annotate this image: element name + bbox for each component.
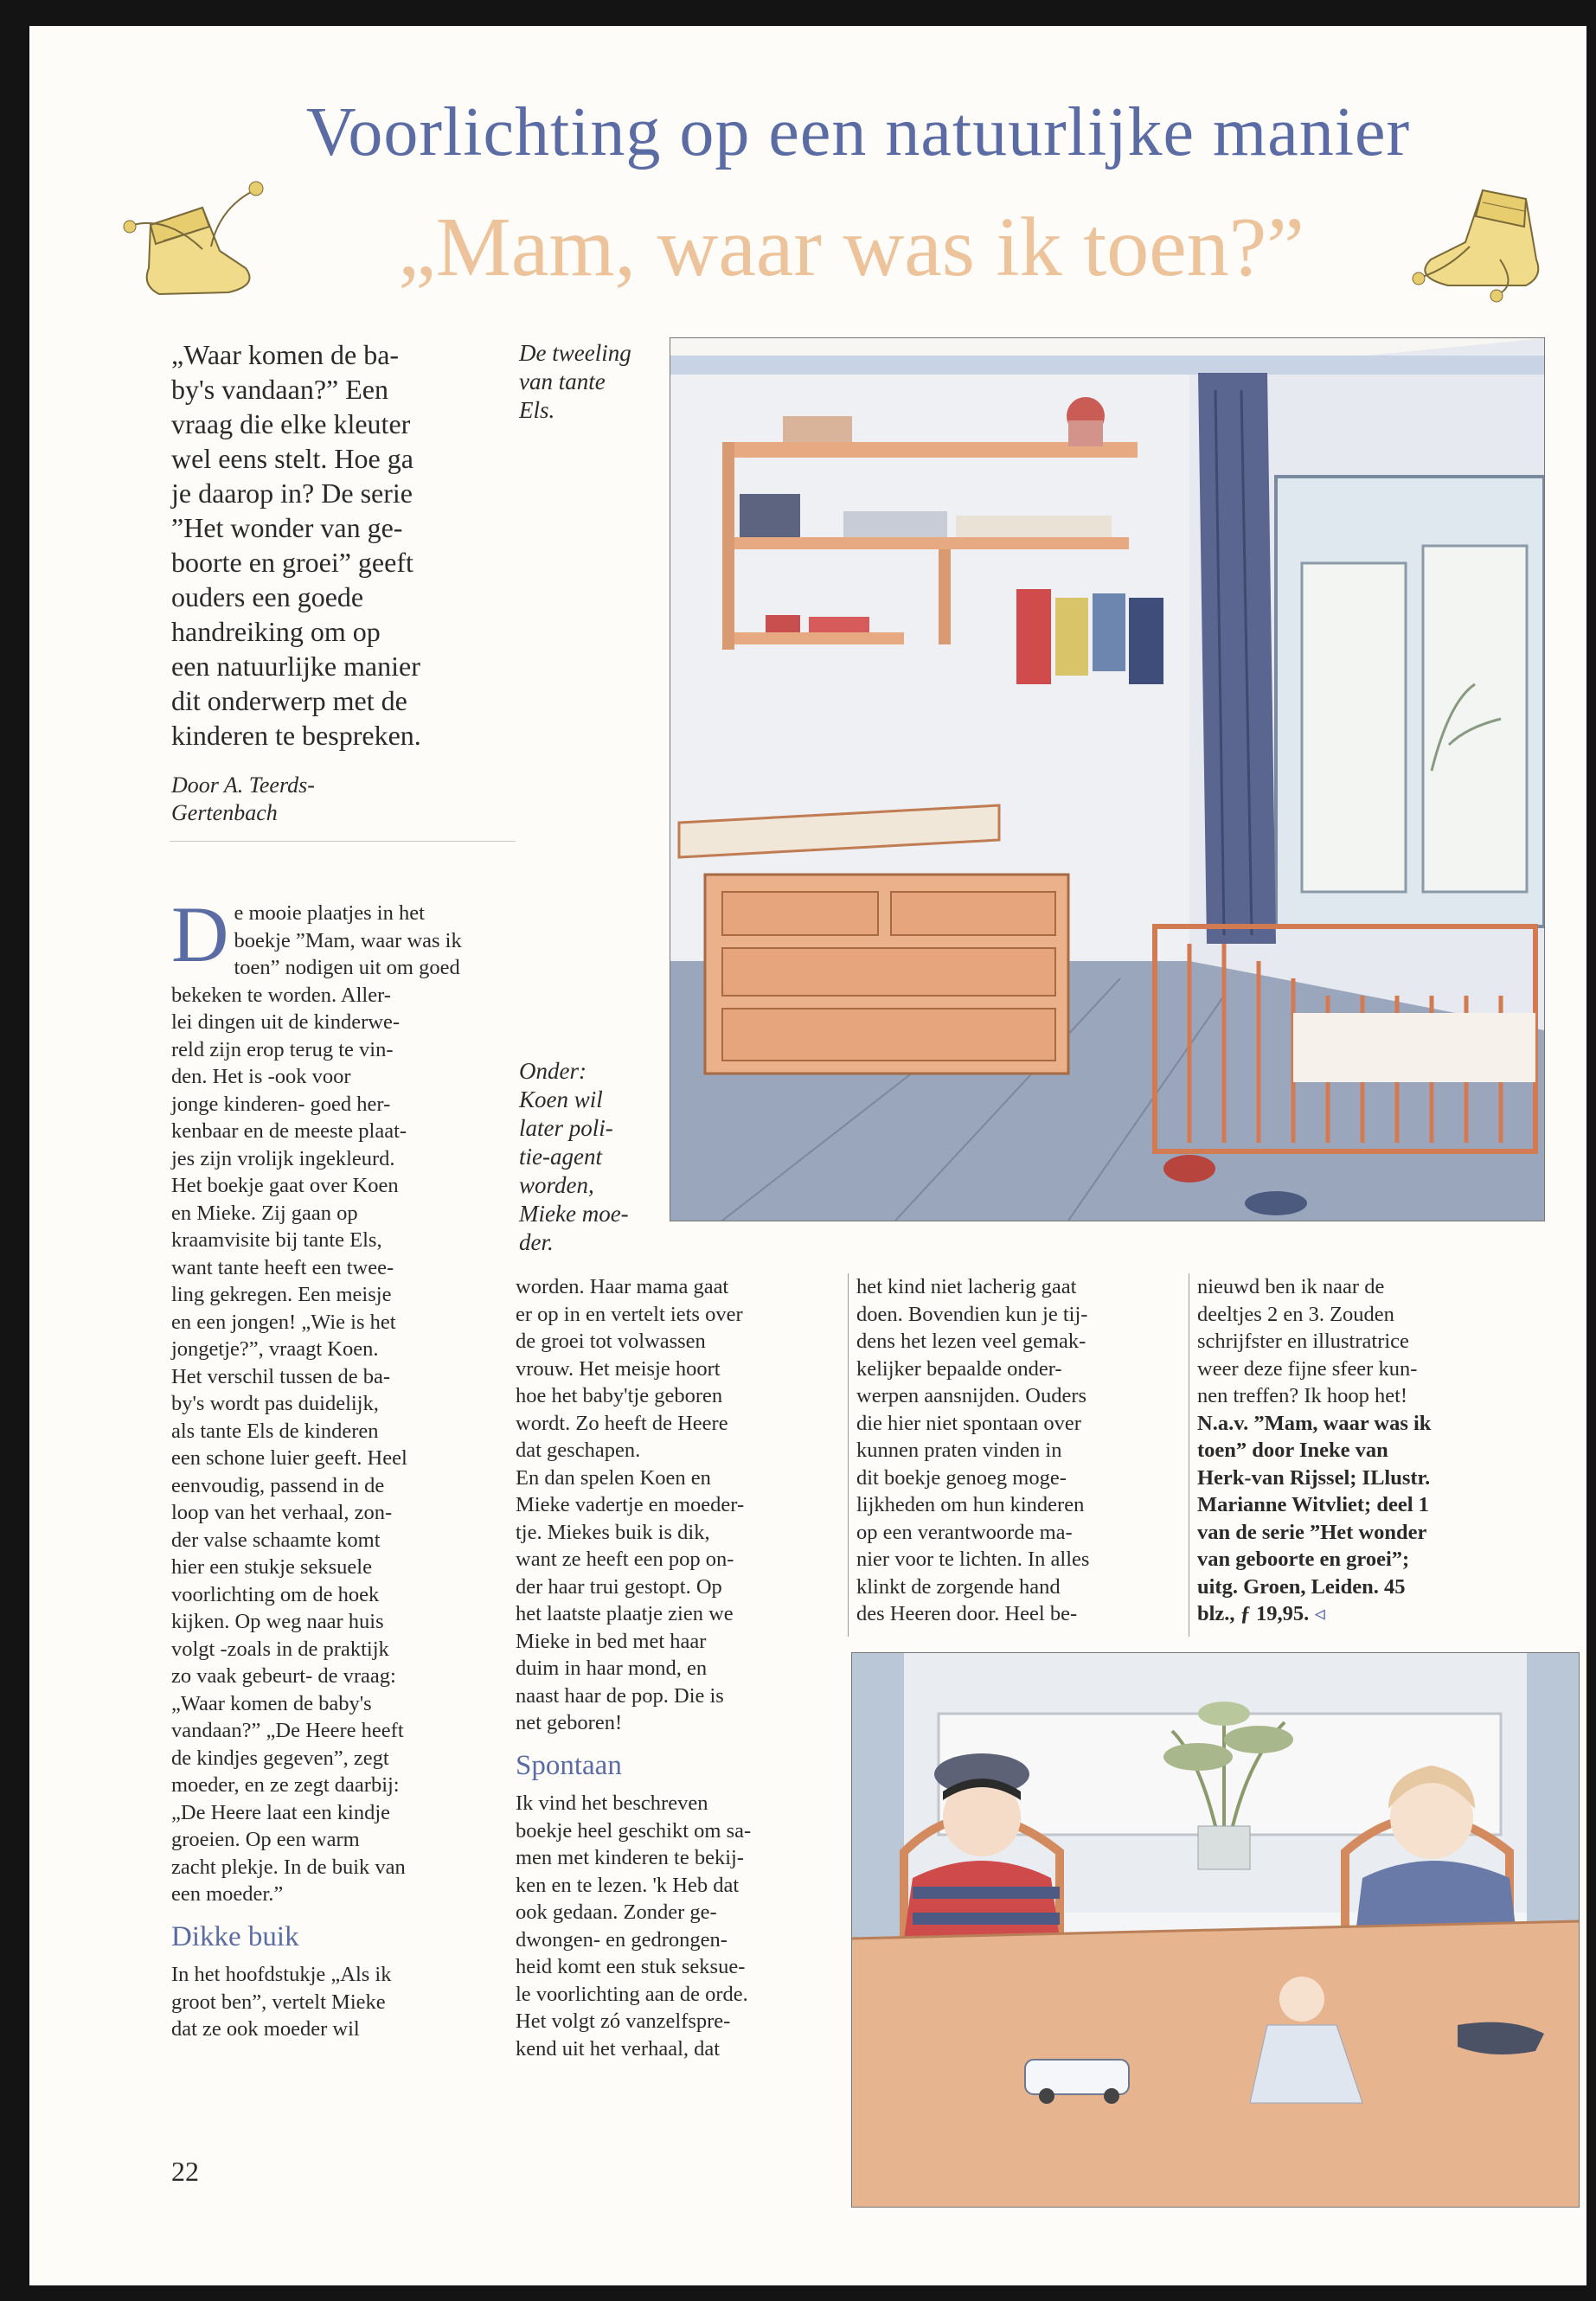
text-line: Marianne Witvliet; deel 1 <box>1197 1493 1429 1516</box>
text-line: want tante heeft een twee- <box>171 1255 394 1279</box>
text-line: schrijfster en illustratrice <box>1197 1330 1409 1353</box>
magazine-page <box>29 26 1586 2285</box>
text-line: lei dingen uit de kinderwe- <box>171 1010 400 1034</box>
text-line: dat ze ook moeder wil <box>171 2017 360 2041</box>
text-line: Het boekje gaat over Koen <box>171 1174 399 1197</box>
intro-line: handreiking om op <box>171 616 381 647</box>
text-line: In het hoofdstukje „Als ik <box>171 1963 392 1986</box>
text-line: deeltjes 2 en 3. Zouden <box>1197 1302 1394 1326</box>
subheading-spontaan: Spontaan <box>516 1749 622 1781</box>
divider <box>170 841 516 842</box>
text-line: nieuwd ben ik naar de <box>1197 1275 1385 1298</box>
caption-top <box>519 339 657 425</box>
text-line: toen” door Ineke van <box>1197 1439 1388 1462</box>
kitchen-table-illustration <box>851 1652 1580 2208</box>
text-line: kelijker bepaalde onder- <box>856 1356 1062 1381</box>
intro-line: dit onderwerp met de <box>171 685 407 716</box>
text-line: tje. Miekes buik is dik, <box>516 1520 710 1544</box>
subheading-dikke-buik: Dikke buik <box>171 1920 299 1952</box>
text-line: groot ben”, vertelt Mieke <box>171 1990 386 2014</box>
text-line: die hier niet spontaan over <box>856 1411 1081 1435</box>
text-line: van geboorte en groei”; <box>1197 1548 1410 1571</box>
text-line: vandaan?” „De Heere heeft <box>171 1719 404 1742</box>
intro-line: je daarop in? De serie <box>171 478 413 509</box>
text-line: Het volgt zó vanzelfspre- <box>516 2009 731 2033</box>
intro-line: „Waar komen de ba- <box>171 339 400 370</box>
column-3 <box>856 1273 1181 1628</box>
text-line: worden. Haar mama gaat <box>516 1275 729 1298</box>
page-number: 22 <box>171 2156 199 2187</box>
text-line: des Heeren door. Heel be- <box>856 1602 1078 1625</box>
text-line: der haar trui gestopt. Op <box>516 1574 722 1599</box>
caption-line: van tante <box>519 369 606 394</box>
text-line: ken en te lezen. 'k Heb dat <box>516 1873 740 1897</box>
intro-line: ouders een goede <box>171 581 364 612</box>
text-line: hoe het baby'tje geboren <box>516 1384 723 1407</box>
intro-line: een natuurlijke manier <box>171 651 420 682</box>
text-line: der valse schaamte komt <box>171 1528 381 1552</box>
text-line: ling gekregen. Een meisje <box>171 1283 392 1306</box>
text-line: bekeken te worden. Aller- <box>171 983 391 1007</box>
headline: Voorlichting op een natuurlijke manier <box>305 94 1411 170</box>
nursery-illustration <box>670 337 1545 1221</box>
text-line: uitg. Groen, Leiden. 45 <box>1197 1574 1406 1599</box>
caption-line: tie-agent <box>519 1144 602 1170</box>
text-line: men met kinderen te bekij- <box>516 1846 744 1869</box>
text-line: volgt -zoals in de praktijk <box>171 1637 389 1661</box>
text-line: dwongen- en gedrongen- <box>516 1927 727 1952</box>
text-line: En dan spelen Koen en <box>516 1465 711 1490</box>
text-line: „Waar komen de baby's <box>171 1691 372 1715</box>
text-line: doen. Bovendien kun je tij- <box>856 1302 1088 1326</box>
text-line: lijkheden om hun kinderen <box>856 1493 1085 1516</box>
text-line: kijken. Op weg naar huis <box>171 1610 384 1633</box>
text-line: heid komt een stuk seksue- <box>516 1955 746 1978</box>
text-line: groeien. Op een warm <box>171 1828 360 1851</box>
text-line: van de serie ”Het wonder <box>1197 1520 1427 1544</box>
text-line: net geboren! <box>516 1711 623 1734</box>
text-line: nier voor te lichten. In alles <box>856 1548 1090 1571</box>
text-line: hier een stukje seksuele <box>171 1555 372 1579</box>
intro-line: boorte en groei” geeft <box>171 547 413 578</box>
caption-line: Koen wil <box>519 1086 603 1112</box>
text-line: Ik vind het beschreven <box>516 1791 708 1815</box>
intro-line: kinderen te bespreken. <box>171 720 421 751</box>
text-line: blz., ƒ 19,95. <box>1197 1602 1310 1625</box>
column-2 <box>516 1273 840 2062</box>
intro-text <box>171 337 509 753</box>
caption-line: Onder: <box>519 1058 586 1084</box>
intro-line: wel eens stelt. Hoe ga <box>171 443 413 474</box>
text-line: Het verschil tussen de ba- <box>171 1364 391 1388</box>
text-line: ook gedaan. Zonder ge- <box>516 1900 717 1924</box>
text-line: de groei tot volwassen <box>516 1330 706 1353</box>
text-line: dit boekje genoeg moge- <box>856 1465 1067 1490</box>
text-line: het laatste plaatje zien we <box>516 1602 734 1625</box>
text-line: Mieke vadertje en moeder- <box>516 1493 745 1516</box>
text-line: als tante Els de kinderen <box>171 1419 379 1443</box>
text-line: dens het lezen veel gemak- <box>856 1330 1086 1353</box>
text-line: want ze heeft een pop on- <box>516 1548 734 1571</box>
text-line: kunnen praten vinden in <box>856 1439 1062 1462</box>
text-line: vrouw. Het meisje hoort <box>516 1356 721 1381</box>
byline <box>171 772 483 827</box>
text-line: Herk-van Rijssel; ILlustr. <box>1197 1465 1431 1490</box>
caption-line: Mieke moe- <box>519 1201 629 1227</box>
intro-line: by's vandaan?” Een <box>171 374 388 405</box>
text-line: klinkt de zorgende hand <box>856 1574 1061 1599</box>
text-line: den. Het is -ook voor <box>171 1065 351 1088</box>
text-line: nen treffen? Ik hoop het! <box>1197 1384 1408 1407</box>
text-line: op een verantwoorde ma- <box>856 1520 1073 1544</box>
text-line: Mieke in bed met haar <box>516 1629 707 1653</box>
text-line: wordt. Zo heeft de Heere <box>516 1411 728 1435</box>
text-line: het kind niet lacherig gaat <box>856 1275 1077 1298</box>
text-line: naast haar de pop. Die is <box>516 1683 724 1708</box>
caption-line: worden, <box>519 1172 594 1198</box>
caption-line: De tweeling <box>519 340 631 366</box>
text-line: en een jongen! „Wie is het <box>171 1310 396 1334</box>
text-line: voorlichting om de hoek <box>171 1582 380 1606</box>
byline-line: Gertenbach <box>171 800 278 825</box>
column-1 <box>171 890 512 2043</box>
text-line: duim in haar mond, en <box>516 1657 708 1680</box>
caption-line: later poli- <box>519 1115 613 1141</box>
text-line: eenvoudig, passend in de <box>171 1473 385 1497</box>
byline-line: Door A. Teerds- <box>171 772 315 798</box>
text-line: by's wordt pas duidelijk, <box>171 1392 379 1415</box>
caption-line: der. <box>519 1229 554 1255</box>
text-line: loop van het verhaal, zon- <box>171 1501 393 1524</box>
text-line: jongetje?”, vraagt Koen. <box>171 1337 379 1361</box>
column-4 <box>1197 1273 1522 1628</box>
text-line: weer deze fijne sfeer kun- <box>1197 1356 1418 1381</box>
text-line: zacht plekje. In de buik van <box>171 1855 406 1879</box>
text-line: dat geschapen. <box>516 1439 641 1462</box>
text-line: zo vaak gebeurt- de vraag: <box>171 1664 396 1688</box>
text-line: le voorlichting aan de orde. <box>516 1982 748 2006</box>
text-line: boekje heel geschikt om sa- <box>516 1818 752 1843</box>
text-line: reld zijn erop terug te vin- <box>171 1037 394 1061</box>
intro-line: vraag die elke kleuter <box>171 408 411 439</box>
text-line: jonge kinderen- goed her- <box>171 1092 391 1116</box>
intro-line: ”Het wonder van ge- <box>171 512 403 543</box>
text-line: e mooie plaatjes in het <box>234 901 425 925</box>
left-bootie-illustration <box>116 173 280 303</box>
text-line: er op in en vertelt iets over <box>516 1302 743 1326</box>
text-line: N.a.v. ”Mam, waar was ik <box>1197 1411 1432 1435</box>
text-line: „De Heere laat een kindje <box>171 1800 391 1824</box>
text-line: en Mieke. Zij gaan op <box>171 1201 358 1225</box>
text-line: werpen aansnijden. Ouders <box>856 1384 1087 1407</box>
end-mark-icon: ◃ <box>1314 1602 1325 1625</box>
text-line: de kindjes gegeven”, zegt <box>171 1746 389 1770</box>
text-line: kenbaar en de meeste plaat- <box>171 1119 407 1143</box>
book-reference <box>1197 1410 1522 1628</box>
text-line: jes zijn vrolijk ingekleurd. <box>171 1146 395 1170</box>
right-bootie-illustration <box>1396 164 1561 303</box>
drop-cap: D <box>171 890 229 978</box>
text-line: kraamvisite bij tante Els, <box>171 1228 382 1252</box>
subheadline: „Mam, waar was ik toen?” <box>398 201 1304 294</box>
text-line: een schone luier geeft. Heel <box>171 1446 407 1470</box>
column-rule <box>848 1273 849 1637</box>
text-line: kend uit het verhaal, dat <box>516 2036 721 2061</box>
text-line: moeder, en ze zegt daarbij: <box>171 1773 400 1797</box>
caption-line: Els. <box>519 397 555 423</box>
text-line: toen” nodigen uit om goed <box>234 956 460 979</box>
caption-bottom <box>519 1057 666 1257</box>
text-line: boekje ”Mam, waar was ik <box>234 928 462 952</box>
text-line: een moeder.” <box>171 1882 284 1906</box>
